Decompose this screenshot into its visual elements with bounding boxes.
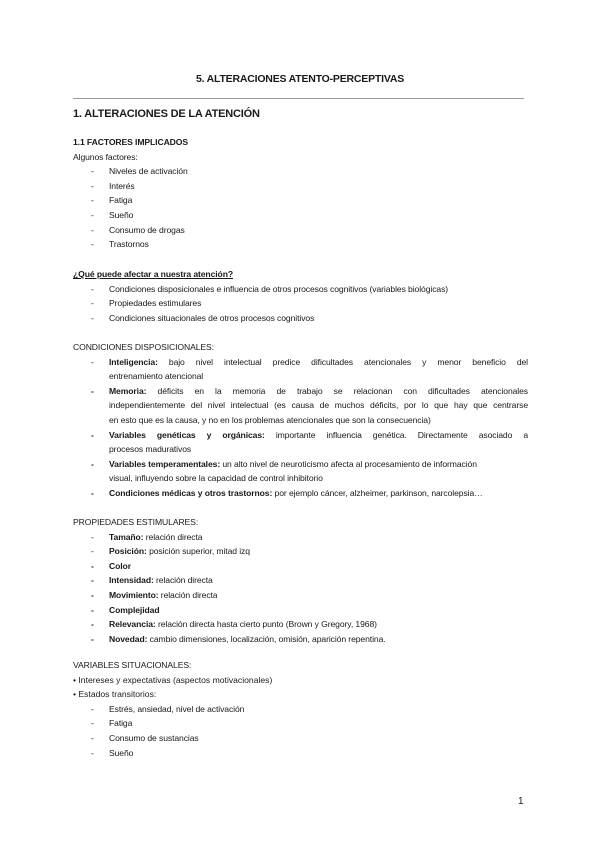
subsection-heading: 1.1 FACTORES IMPLICADOS xyxy=(73,137,189,147)
situacionales-section xyxy=(73,658,528,760)
list-item: - Sueño xyxy=(91,209,134,220)
list-item: - Consumo de sustancias xyxy=(91,732,199,743)
section-heading: 1. ALTERACIONES DE LA ATENCIÓN xyxy=(73,108,260,120)
list-item: - Interés xyxy=(91,180,135,191)
list-item: - Novedad: cambio dimensiones, localización, omisión, aparición repentina. xyxy=(91,633,386,644)
list-item: - Movimiento: relación directa xyxy=(91,589,218,600)
list-item: - Fatiga xyxy=(91,718,133,729)
list-item: - Condiciones médicas y otros trastornos: por ejemplo cáncer, alzheimer, parkinson, narcolepsia… xyxy=(91,487,483,498)
estimulares-heading: PROPIEDADES ESTIMULARES: xyxy=(73,517,199,527)
list-item: - Consumo de drogas xyxy=(91,224,185,235)
list-item: - Trastornos xyxy=(91,239,149,250)
list-item: - Relevancia: relación directa hasta cierto punto (Brown y Gregory, 1968) xyxy=(91,619,377,630)
list-item: - Propiedades estimulares xyxy=(91,298,202,309)
page-number: 1 xyxy=(518,796,524,807)
disposicionales-heading: CONDICIONES DISPOSICIONALES: xyxy=(73,342,214,352)
list-item: - Estrés, ansiedad, nivel de activación xyxy=(91,703,245,714)
factores-intro: Algunos factores: xyxy=(73,151,138,162)
estimulares-section xyxy=(73,515,528,646)
list-item: - Variables genéticas y orgánicas: importante influencia genética. Directamente asociado a procesos madurativos xyxy=(91,429,528,455)
list-item: - Fatiga xyxy=(91,195,133,206)
situacionales-heading: VARIABLES SITUACIONALES: xyxy=(73,660,192,670)
list-item: - Condiciones disposicionales e influencia de otros procesos cognitivos (variables biológicas) xyxy=(91,283,449,294)
document-title: 5. ALTERACIONES ATENTO-PERCEPTIVAS xyxy=(195,73,405,85)
list-item: - Niveles de activación xyxy=(91,166,188,177)
list-item: - Variables temperamentales: un alto nivel de neuroticismo afecta al procesamiento de información visual, influyendo sobre la capacidad de control inhibitorio xyxy=(91,458,477,484)
list-item: - Memoria: déficits en la memoria de trabajo se relacionan con dificultades atencionales independientemente del nivel intelectual (es causa de muchos déficits, por lo que hay que centrarse en esto que es la causa, y no en los problemas atencionales que son la consecuencia) xyxy=(91,385,528,425)
list-item: - Inteligencia: bajo nivel intelectual predice dificultades atencionales y menor beneficio del entrenamiento atencional xyxy=(91,356,528,382)
factores-section xyxy=(73,135,528,252)
title-divider xyxy=(73,98,524,99)
list-item: - Color xyxy=(91,560,131,571)
bullet-item: • Intereses y expectativas (aspectos motivacionales) xyxy=(73,674,273,685)
bullet-item: • Estados transitorios: xyxy=(73,689,157,700)
afectar-section xyxy=(73,267,528,325)
list-item: - Condiciones situacionales de otros procesos cognitivos xyxy=(91,312,315,323)
question-heading: ¿Qué puede afectar a nuestra atención? xyxy=(73,269,234,279)
disposicionales-section xyxy=(73,340,528,501)
list-item: - Intensidad: relación directa xyxy=(91,575,213,586)
list-item: - Posición: posición superior, mitad izq xyxy=(91,546,250,557)
list-item: - Tamaño: relación directa xyxy=(91,531,203,542)
list-item: - Complejidad xyxy=(91,604,160,615)
list-item: - Sueño xyxy=(91,747,134,758)
